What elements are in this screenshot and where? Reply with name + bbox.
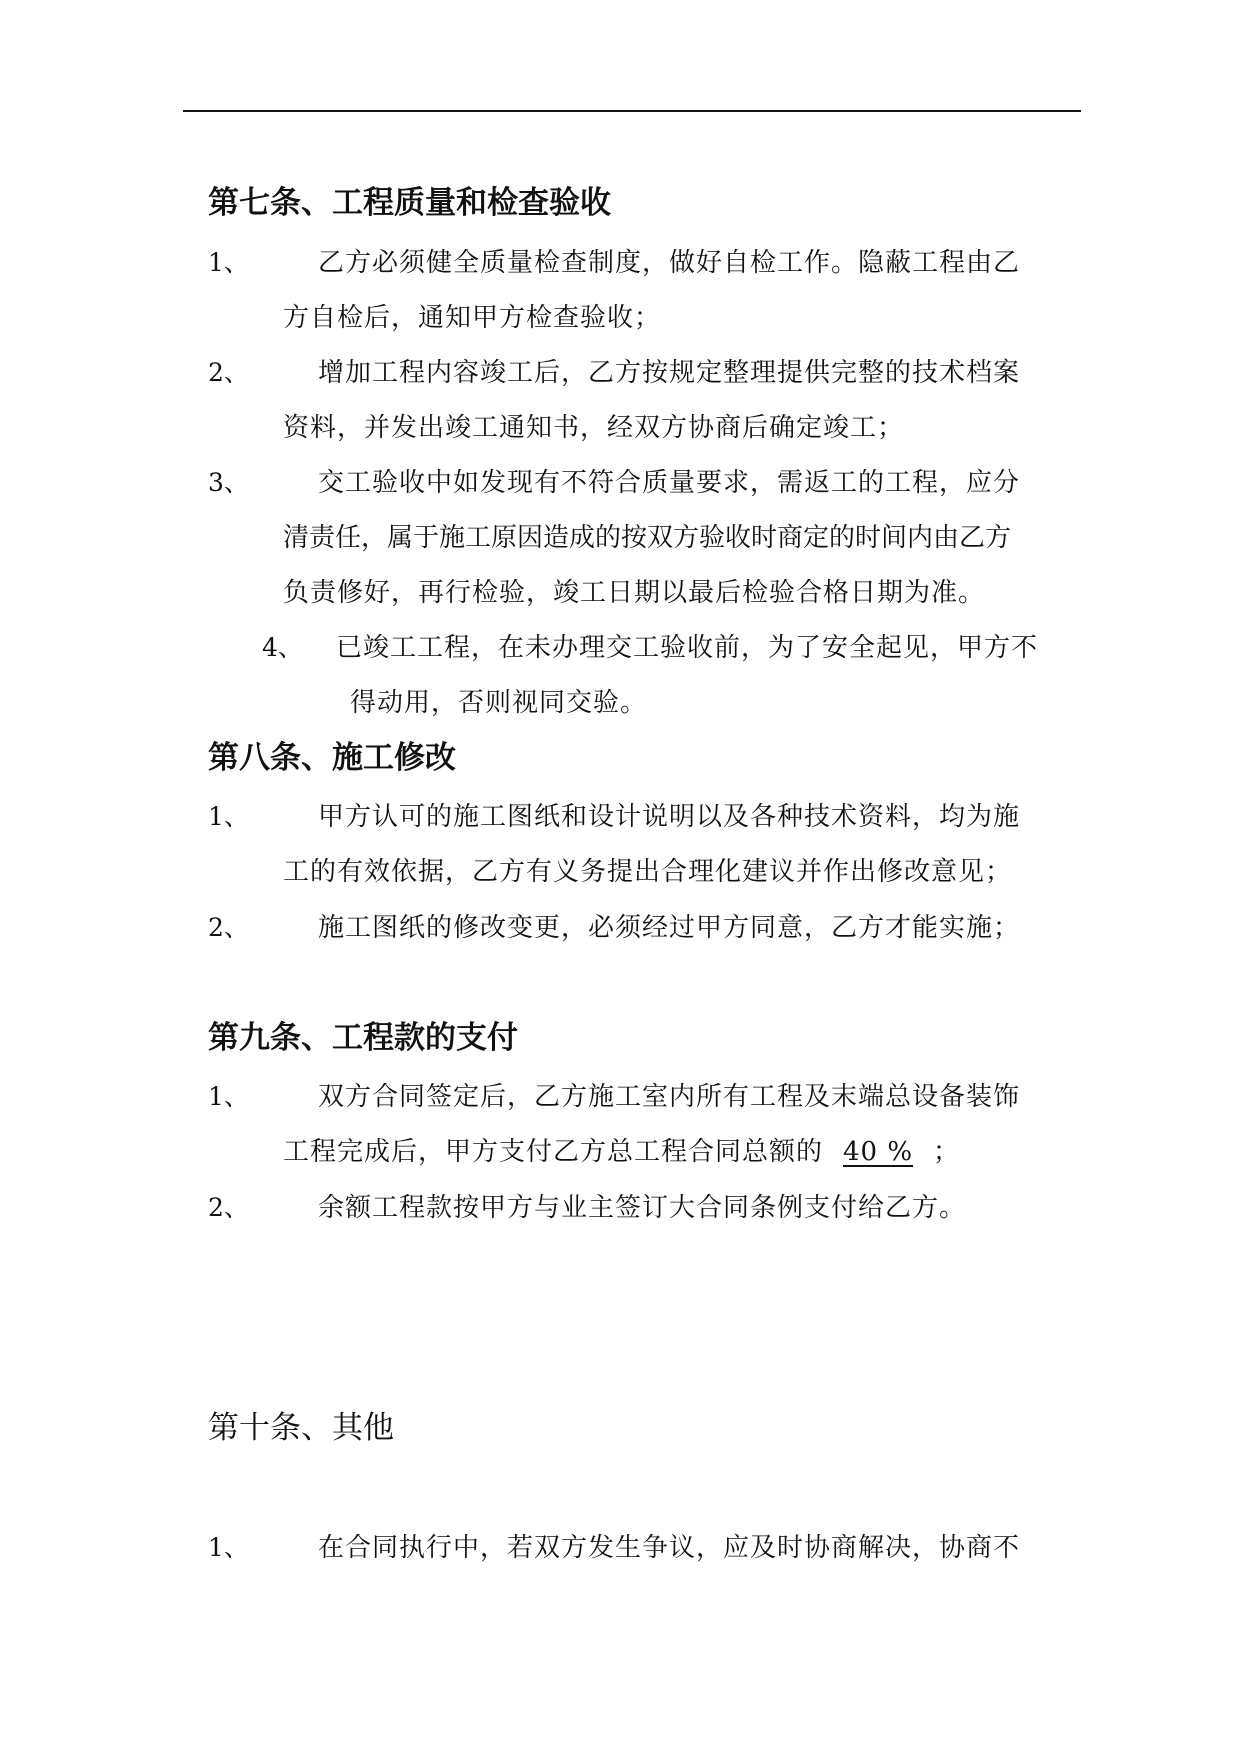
article-7-item-1-line-2: 方自检后，通知甲方检查验收；: [283, 303, 662, 333]
article-7-item-2-line-2: 资料，并发出竣工通知书，经双方协商后确定竣工；: [283, 413, 905, 443]
article-9-item-1-line-1: 双方合同签定后，乙方施工室内所有工程及末端总设备装饰: [318, 1082, 1021, 1112]
payment-percentage-blank: 40 %: [842, 1137, 914, 1167]
article-10-item-1-line-1: 在合同执行中，若双方发生争议，应及时协商解决，协商不: [318, 1533, 1021, 1563]
article-7-item-4-number: 4、: [262, 633, 303, 662]
article-7-item-4-line-2: 得动用，否则视同交验。: [350, 688, 648, 718]
article-9-item-1-line-2: [283, 1132, 960, 1172]
article-10-item-1-number: 1、: [208, 1533, 249, 1562]
article-7-item-3-number: 3、: [208, 468, 249, 497]
article-8-item-2-number: 2、: [208, 913, 249, 942]
article-9-item-1-number: 1、: [208, 1082, 249, 1111]
article-8-item-1-line-1: 甲方认可的施工图纸和设计说明以及各种技术资料，均为施: [318, 802, 1021, 832]
article-8-heading: 第八条、施工修改: [208, 740, 456, 776]
article-9-heading: 第九条、工程款的支付: [208, 1020, 518, 1056]
article-8-item-1-number: 1、: [208, 802, 249, 831]
article-9-item-2-line-1: 余额工程款按甲方与业主签订大合同条例支付给乙方。: [318, 1193, 967, 1223]
article-10-heading: 第十条、其他: [208, 1410, 394, 1446]
article-7-item-1-line-1: 乙方必须健全质量检查制度，做好自检工作。隐蔽工程由乙: [318, 248, 1021, 278]
article-9-item-2-number: 2、: [208, 1193, 249, 1222]
article-9-item-1-line-2-text: 工程完成后，甲方支付乙方总工程合同总额的: [283, 1137, 824, 1167]
header-rule: [183, 110, 1081, 112]
article-8-item-1-line-2: 工的有效依据，乙方有义务提出合理化建议并作出修改意见；: [283, 857, 1013, 887]
article-7-item-3-line-3: 负责修好，再行检验，竣工日期以最后检验合格日期为准。: [283, 578, 986, 608]
article-9-item-1-line-2-suffix: ；: [933, 1137, 961, 1167]
article-7-item-2-number: 2、: [208, 358, 249, 387]
article-8-item-2-line-1: 施工图纸的修改变更，必须经过甲方同意，乙方才能实施；: [318, 913, 1021, 943]
article-7-item-1-number: 1、: [208, 248, 249, 277]
article-7-item-4-line-1: 已竣工工程，在未办理交工验收前，为了安全起见，甲方不: [336, 633, 1039, 663]
article-7-item-3-line-2: 清责任，属于施工原因造成的按双方验收时商定的时间内由乙方: [283, 523, 1012, 553]
article-7-heading: 第七条、工程质量和检查验收: [208, 185, 611, 221]
article-7-item-2-line-1: 增加工程内容竣工后，乙方按规定整理提供完整的技术档案: [318, 358, 1021, 388]
article-7-item-3-line-1: 交工验收中如发现有不符合质量要求，需返工的工程，应分: [318, 468, 1021, 498]
